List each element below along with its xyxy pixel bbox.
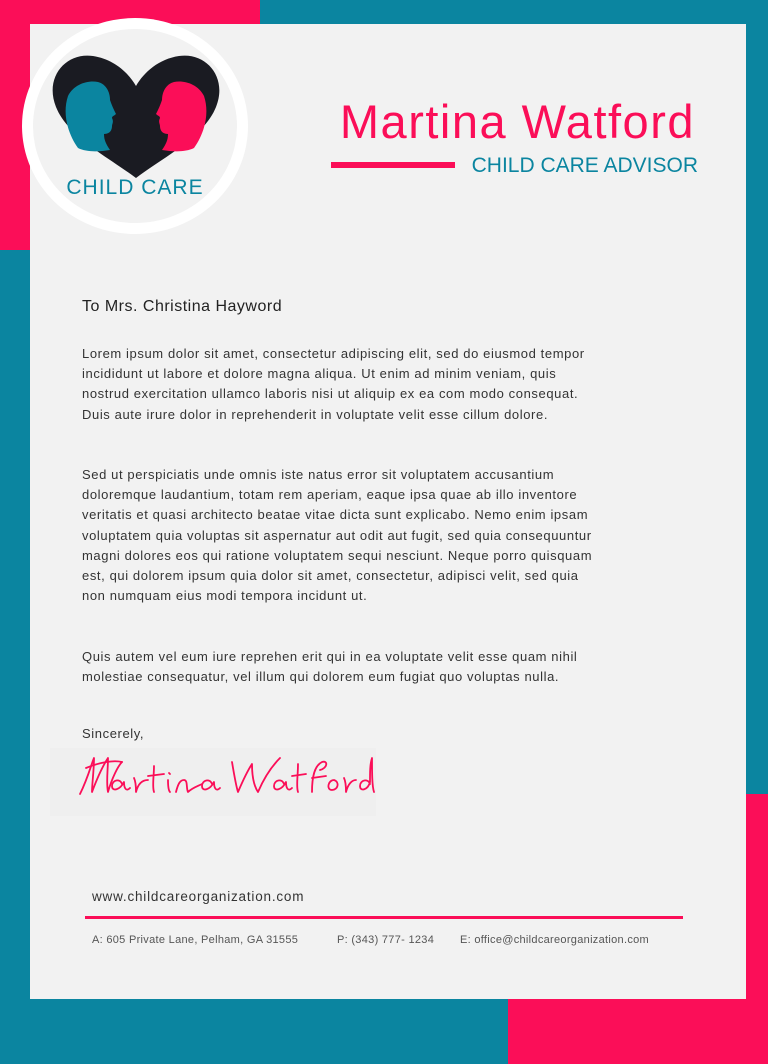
sender-title: CHILD CARE ADVISOR [471,154,698,177]
footer-rule [85,916,683,919]
sender-name: Martina Watford [339,95,695,148]
closing-line: Sincerely, [82,726,145,741]
website-link[interactable]: www.childcareorganization.com [92,889,305,904]
recipient-line: To Mrs. Christina Hayword [82,298,283,315]
title-accent-rule [331,162,455,168]
signature-drawing [50,748,376,816]
contact-email[interactable]: E: office@childcareorganization.com [460,934,649,946]
body-paragraph-1: Lorem ipsum dolor sit amet, consectetur adipiscing elit, sed do eiusmod tempor incididunt ut labore et dolore magna aliqua. Ut enim ad minim veniam, quis nostrud exercitation ullamco laboris nisi ut aliquip ex ea com modo consequat. Duis aute irure dolor in reprehenderit in voluptate velit esse cillum dolore. [82,346,585,422]
body-paragraph-2: Sed ut perspiciatis unde omnis iste natus error sit voluptatem accusantium doloremque laudantium, totam rem aperiam, eaque ipsa quae ab illo inventore veritatis et quasi architecto beatae vitae dicta sunt explicabo. Nemo enim ipsam voluptatem quia voluptas sit aspernatur aut odit aut fugit, sed quia consequuntur magni dolores eos qui ratione voluptatem sequi nesciunt. Neque porro quisquam est, qui dolorem ipsum quia dolor sit amet, consectetur, adipisci velit, sed quia non numquam eius modi tempora incidunt ut. [82,467,593,604]
logo-text: CHILD CARE [66,176,204,199]
contact-phone: P: (343) 777- 1234 [337,934,435,946]
body-paragraph-3: Quis autem vel eum iure reprehen erit qui in ea voluptate velit esse quam nihil molestiae consequatur, vel illum qui dolorem eum fugiat quo voluptas nulla. [82,649,578,685]
contact-address: A: 605 Private Lane, Pelham, GA 31555 [92,934,299,946]
signature [50,748,376,816]
child-care-logo-icon [48,52,224,178]
